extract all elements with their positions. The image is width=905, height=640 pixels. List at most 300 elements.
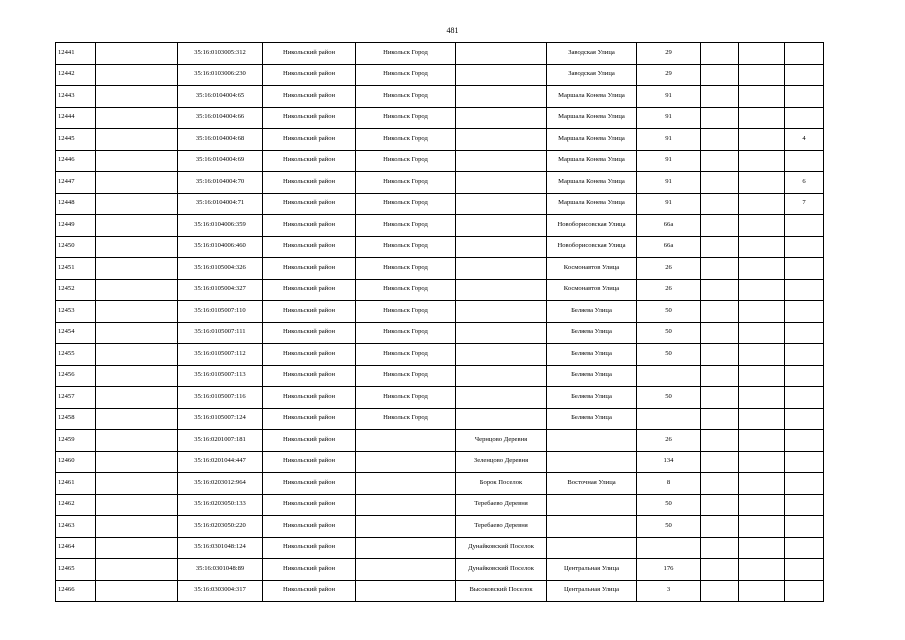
district-cell: Никольский район: [263, 494, 356, 516]
apartment-cell: [785, 322, 824, 344]
cadastral-number-cell: 35:16:0301048:124: [178, 537, 263, 559]
extra-cell-2: [739, 107, 785, 129]
record-number-cell: 12457: [56, 387, 96, 409]
apartment-cell: [785, 150, 824, 172]
table-row: [56, 451, 863, 473]
extra-cell-1: [701, 473, 739, 495]
house-number-cell: 29: [637, 43, 701, 65]
cadastral-number-cell: 35:16:0105007:110: [178, 301, 263, 323]
district-cell: Никольский район: [263, 150, 356, 172]
apartment-cell: [785, 408, 824, 430]
house-number-cell: 50: [637, 516, 701, 538]
table-row: [56, 301, 863, 323]
extra-cell-1: [701, 344, 739, 366]
district-cell: Никольский район: [263, 451, 356, 473]
apartment-cell: [785, 236, 824, 258]
cadastral-number-cell: 35:16:0203012:964: [178, 473, 263, 495]
house-number-cell: 50: [637, 301, 701, 323]
registry-table: [55, 42, 863, 602]
district-cell: Никольский район: [263, 107, 356, 129]
extra-cell-2: [739, 451, 785, 473]
city-cell: Никольск Город: [356, 193, 456, 215]
extra-cell-2: [739, 559, 785, 581]
city-cell: Никольск Город: [356, 86, 456, 108]
table-row: [56, 430, 863, 452]
street-cell: Центральная Улица: [547, 559, 637, 581]
extra-cell-1: [701, 193, 739, 215]
settlement-cell: [456, 301, 547, 323]
apartment-cell: [785, 43, 824, 65]
extra-cell-2: [739, 215, 785, 237]
street-cell: [547, 537, 637, 559]
empty-cell: [96, 344, 178, 366]
extra-cell-1: [701, 494, 739, 516]
empty-cell: [96, 215, 178, 237]
record-number-cell: 12458: [56, 408, 96, 430]
table-row: [56, 172, 863, 194]
settlement-cell: [456, 322, 547, 344]
city-cell: Никольск Город: [356, 129, 456, 151]
district-cell: Никольский район: [263, 193, 356, 215]
extra-cell-2: [739, 473, 785, 495]
settlement-cell: Дунайковский Поселок: [456, 537, 547, 559]
empty-cell: [96, 279, 178, 301]
apartment-cell: [785, 451, 824, 473]
table-row: [56, 43, 863, 65]
record-number-cell: 12464: [56, 537, 96, 559]
district-cell: Никольский район: [263, 322, 356, 344]
district-cell: Никольский район: [263, 344, 356, 366]
record-number-cell: 12441: [56, 43, 96, 65]
district-cell: Никольский район: [263, 559, 356, 581]
city-cell: Никольск Город: [356, 258, 456, 280]
settlement-cell: [456, 64, 547, 86]
extra-cell-2: [739, 580, 785, 602]
settlement-cell: [456, 215, 547, 237]
record-number-cell: 12446: [56, 150, 96, 172]
district-cell: Никольский район: [263, 129, 356, 151]
extra-cell-1: [701, 451, 739, 473]
apartment-cell: [785, 301, 824, 323]
city-cell: Никольск Город: [356, 64, 456, 86]
table-row: [56, 279, 863, 301]
district-cell: Никольский район: [263, 430, 356, 452]
house-number-cell: 26: [637, 430, 701, 452]
cadastral-number-cell: 35:16:0201007:181: [178, 430, 263, 452]
table-row: [56, 387, 863, 409]
extra-cell-1: [701, 64, 739, 86]
extra-cell-2: [739, 279, 785, 301]
extra-cell-1: [701, 387, 739, 409]
cadastral-number-cell: 35:16:0105007:113: [178, 365, 263, 387]
street-cell: Беляева Улица: [547, 408, 637, 430]
street-cell: Маршала Конева Улица: [547, 129, 637, 151]
street-cell: [547, 494, 637, 516]
cadastral-number-cell: 35:16:0105007:111: [178, 322, 263, 344]
empty-cell: [96, 43, 178, 65]
house-number-cell: [637, 365, 701, 387]
apartment-cell: [785, 344, 824, 366]
extra-cell-2: [739, 172, 785, 194]
record-number-cell: 12452: [56, 279, 96, 301]
record-number-cell: 12451: [56, 258, 96, 280]
district-cell: Никольский район: [263, 172, 356, 194]
settlement-cell: [456, 129, 547, 151]
table-row: [56, 516, 863, 538]
house-number-cell: 91: [637, 193, 701, 215]
street-cell: Беляева Улица: [547, 387, 637, 409]
district-cell: Никольский район: [263, 258, 356, 280]
district-cell: Никольский район: [263, 43, 356, 65]
extra-cell-2: [739, 408, 785, 430]
table-row: [56, 537, 863, 559]
empty-cell: [96, 172, 178, 194]
empty-cell: [96, 107, 178, 129]
extra-cell-2: [739, 236, 785, 258]
extra-cell-1: [701, 580, 739, 602]
settlement-cell: [456, 107, 547, 129]
settlement-cell: Теребаево Деревня: [456, 516, 547, 538]
house-number-cell: 26: [637, 279, 701, 301]
empty-cell: [96, 301, 178, 323]
house-number-cell: 176: [637, 559, 701, 581]
cadastral-number-cell: 35:16:0103006:230: [178, 64, 263, 86]
city-cell: [356, 559, 456, 581]
cadastral-number-cell: 35:16:0105007:124: [178, 408, 263, 430]
apartment-cell: [785, 516, 824, 538]
table-row: [56, 129, 863, 151]
apartment-cell: [785, 580, 824, 602]
street-cell: Маршала Конева Улица: [547, 193, 637, 215]
house-number-cell: 91: [637, 107, 701, 129]
cadastral-number-cell: 35:16:0105007:116: [178, 387, 263, 409]
table-row: [56, 473, 863, 495]
city-cell: [356, 516, 456, 538]
apartment-cell: [785, 365, 824, 387]
table-row: [56, 559, 863, 581]
settlement-cell: [456, 172, 547, 194]
apartment-cell: 7: [785, 193, 824, 215]
house-number-cell: 66а: [637, 215, 701, 237]
apartment-cell: 4: [785, 129, 824, 151]
apartment-cell: [785, 473, 824, 495]
city-cell: [356, 430, 456, 452]
extra-cell-1: [701, 279, 739, 301]
extra-cell-1: [701, 43, 739, 65]
district-cell: Никольский район: [263, 279, 356, 301]
city-cell: [356, 580, 456, 602]
record-number-cell: 12450: [56, 236, 96, 258]
district-cell: Никольский район: [263, 64, 356, 86]
extra-cell-2: [739, 86, 785, 108]
cadastral-number-cell: 35:16:0303004:317: [178, 580, 263, 602]
district-cell: Никольский район: [263, 537, 356, 559]
extra-cell-2: [739, 387, 785, 409]
district-cell: Никольский район: [263, 86, 356, 108]
apartment-cell: [785, 494, 824, 516]
table-row: [56, 322, 863, 344]
empty-cell: [96, 580, 178, 602]
settlement-cell: Теребаево Деревня: [456, 494, 547, 516]
extra-cell-2: [739, 193, 785, 215]
extra-cell-1: [701, 516, 739, 538]
city-cell: Никольск Город: [356, 365, 456, 387]
street-cell: Маршала Конева Улица: [547, 150, 637, 172]
street-cell: Беляева Улица: [547, 322, 637, 344]
table-row: [56, 258, 863, 280]
street-cell: Космонавтов Улица: [547, 258, 637, 280]
settlement-cell: [456, 279, 547, 301]
record-number-cell: 12455: [56, 344, 96, 366]
city-cell: [356, 451, 456, 473]
table-row: [56, 193, 863, 215]
apartment-cell: [785, 258, 824, 280]
empty-cell: [96, 451, 178, 473]
table-row: [56, 236, 863, 258]
house-number-cell: 26: [637, 258, 701, 280]
page-number: 481: [446, 26, 459, 35]
apartment-cell: [785, 387, 824, 409]
street-cell: Новоборисовская Улица: [547, 236, 637, 258]
extra-cell-1: [701, 301, 739, 323]
house-number-cell: 50: [637, 494, 701, 516]
house-number-cell: 50: [637, 387, 701, 409]
settlement-cell: Дунайковский Поселок: [456, 559, 547, 581]
settlement-cell: Высоковский Поселок: [456, 580, 547, 602]
settlement-cell: [456, 387, 547, 409]
city-cell: Никольск Город: [356, 107, 456, 129]
table-body: [56, 43, 863, 602]
settlement-cell: [456, 408, 547, 430]
extra-cell-2: [739, 150, 785, 172]
extra-cell-1: [701, 107, 739, 129]
house-number-cell: 134: [637, 451, 701, 473]
city-cell: Никольск Город: [356, 387, 456, 409]
apartment-cell: [785, 430, 824, 452]
settlement-cell: [456, 150, 547, 172]
settlement-cell: [456, 86, 547, 108]
settlement-cell: [456, 344, 547, 366]
empty-cell: [96, 150, 178, 172]
street-cell: Центральная Улица: [547, 580, 637, 602]
extra-cell-1: [701, 258, 739, 280]
city-cell: Никольск Город: [356, 236, 456, 258]
apartment-cell: [785, 107, 824, 129]
house-number-cell: 3: [637, 580, 701, 602]
district-cell: Никольский район: [263, 215, 356, 237]
cadastral-number-cell: 35:16:0301048:89: [178, 559, 263, 581]
extra-cell-2: [739, 537, 785, 559]
extra-cell-1: [701, 322, 739, 344]
house-number-cell: 66а: [637, 236, 701, 258]
record-number-cell: 12462: [56, 494, 96, 516]
city-cell: [356, 537, 456, 559]
street-cell: Беляева Улица: [547, 365, 637, 387]
street-cell: Беляева Улица: [547, 344, 637, 366]
settlement-cell: Борок Поселок: [456, 473, 547, 495]
empty-cell: [96, 258, 178, 280]
record-number-cell: 12449: [56, 215, 96, 237]
record-number-cell: 12443: [56, 86, 96, 108]
extra-cell-1: [701, 559, 739, 581]
record-number-cell: 12453: [56, 301, 96, 323]
apartment-cell: [785, 537, 824, 559]
cadastral-number-cell: 35:16:0103005:312: [178, 43, 263, 65]
district-cell: Никольский район: [263, 516, 356, 538]
street-cell: Маршала Конева Улица: [547, 172, 637, 194]
city-cell: Никольск Город: [356, 408, 456, 430]
record-number-cell: 12460: [56, 451, 96, 473]
apartment-cell: [785, 559, 824, 581]
settlement-cell: [456, 43, 547, 65]
district-cell: Никольский район: [263, 301, 356, 323]
settlement-cell: [456, 258, 547, 280]
empty-cell: [96, 365, 178, 387]
city-cell: Никольск Город: [356, 215, 456, 237]
settlement-cell: [456, 236, 547, 258]
street-cell: [547, 516, 637, 538]
cadastral-number-cell: 35:16:0105004:327: [178, 279, 263, 301]
apartment-cell: [785, 215, 824, 237]
empty-cell: [96, 408, 178, 430]
cadastral-number-cell: 35:16:0105007:112: [178, 344, 263, 366]
extra-cell-1: [701, 537, 739, 559]
street-cell: [547, 451, 637, 473]
cadastral-number-cell: 35:16:0104004:70: [178, 172, 263, 194]
empty-cell: [96, 322, 178, 344]
table-row: [56, 150, 863, 172]
extra-cell-1: [701, 172, 739, 194]
table-row: [56, 107, 863, 129]
empty-cell: [96, 430, 178, 452]
cadastral-number-cell: 35:16:0105004:326: [178, 258, 263, 280]
extra-cell-1: [701, 365, 739, 387]
house-number-cell: 8: [637, 473, 701, 495]
record-number-cell: 12444: [56, 107, 96, 129]
extra-cell-1: [701, 129, 739, 151]
city-cell: Никольск Город: [356, 172, 456, 194]
table-row: [56, 408, 863, 430]
record-number-cell: 12459: [56, 430, 96, 452]
extra-cell-2: [739, 43, 785, 65]
house-number-cell: 91: [637, 86, 701, 108]
street-cell: Новоборисовская Улица: [547, 215, 637, 237]
extra-cell-2: [739, 322, 785, 344]
district-cell: Никольский район: [263, 580, 356, 602]
table-row: [56, 86, 863, 108]
empty-cell: [96, 86, 178, 108]
record-number-cell: 12463: [56, 516, 96, 538]
district-cell: Никольский район: [263, 473, 356, 495]
extra-cell-2: [739, 430, 785, 452]
apartment-cell: [785, 279, 824, 301]
extra-cell-2: [739, 516, 785, 538]
extra-cell-2: [739, 344, 785, 366]
cadastral-number-cell: 35:16:0104006:359: [178, 215, 263, 237]
empty-cell: [96, 537, 178, 559]
empty-cell: [96, 64, 178, 86]
record-number-cell: 12456: [56, 365, 96, 387]
cadastral-number-cell: 35:16:0203050:133: [178, 494, 263, 516]
table-row: [56, 365, 863, 387]
extra-cell-1: [701, 86, 739, 108]
empty-cell: [96, 559, 178, 581]
district-cell: Никольский район: [263, 387, 356, 409]
settlement-cell: Чернцово Деревня: [456, 430, 547, 452]
record-number-cell: 12461: [56, 473, 96, 495]
district-cell: Никольский район: [263, 408, 356, 430]
apartment-cell: [785, 64, 824, 86]
table-row: [56, 64, 863, 86]
empty-cell: [96, 473, 178, 495]
extra-cell-1: [701, 236, 739, 258]
city-cell: [356, 473, 456, 495]
empty-cell: [96, 236, 178, 258]
apartment-cell: 6: [785, 172, 824, 194]
record-number-cell: 12454: [56, 322, 96, 344]
extra-cell-2: [739, 301, 785, 323]
table-row: [56, 580, 863, 602]
empty-cell: [96, 193, 178, 215]
cadastral-number-cell: 35:16:0104004:65: [178, 86, 263, 108]
cadastral-number-cell: 35:16:0104004:71: [178, 193, 263, 215]
extra-cell-2: [739, 258, 785, 280]
city-cell: Никольск Город: [356, 43, 456, 65]
empty-cell: [96, 516, 178, 538]
house-number-cell: 50: [637, 344, 701, 366]
settlement-cell: Зеленцово Деревня: [456, 451, 547, 473]
cadastral-number-cell: 35:16:0104004:69: [178, 150, 263, 172]
extra-cell-1: [701, 150, 739, 172]
empty-cell: [96, 387, 178, 409]
street-cell: Космонавтов Улица: [547, 279, 637, 301]
street-cell: Заводская Улица: [547, 43, 637, 65]
cadastral-number-cell: 35:16:0201044:447: [178, 451, 263, 473]
street-cell: Маршала Конева Улица: [547, 86, 637, 108]
house-number-cell: [637, 408, 701, 430]
house-number-cell: 91: [637, 129, 701, 151]
extra-cell-2: [739, 365, 785, 387]
record-number-cell: 12448: [56, 193, 96, 215]
cadastral-number-cell: 35:16:0104004:66: [178, 107, 263, 129]
extra-cell-2: [739, 494, 785, 516]
empty-cell: [96, 129, 178, 151]
cadastral-number-cell: 35:16:0203050:220: [178, 516, 263, 538]
extra-cell-1: [701, 430, 739, 452]
empty-cell: [96, 494, 178, 516]
record-number-cell: 12447: [56, 172, 96, 194]
street-cell: [547, 430, 637, 452]
table-row: [56, 494, 863, 516]
street-cell: Восточная Улица: [547, 473, 637, 495]
record-number-cell: 12442: [56, 64, 96, 86]
table-row: [56, 215, 863, 237]
extra-cell-2: [739, 129, 785, 151]
city-cell: Никольск Город: [356, 344, 456, 366]
record-number-cell: 12445: [56, 129, 96, 151]
record-number-cell: 12465: [56, 559, 96, 581]
city-cell: Никольск Город: [356, 322, 456, 344]
house-number-cell: 50: [637, 322, 701, 344]
settlement-cell: [456, 365, 547, 387]
cadastral-number-cell: 35:16:0104004:68: [178, 129, 263, 151]
street-cell: Заводская Улица: [547, 64, 637, 86]
district-cell: Никольский район: [263, 365, 356, 387]
house-number-cell: [637, 537, 701, 559]
table-row: [56, 344, 863, 366]
extra-cell-1: [701, 215, 739, 237]
house-number-cell: 91: [637, 150, 701, 172]
